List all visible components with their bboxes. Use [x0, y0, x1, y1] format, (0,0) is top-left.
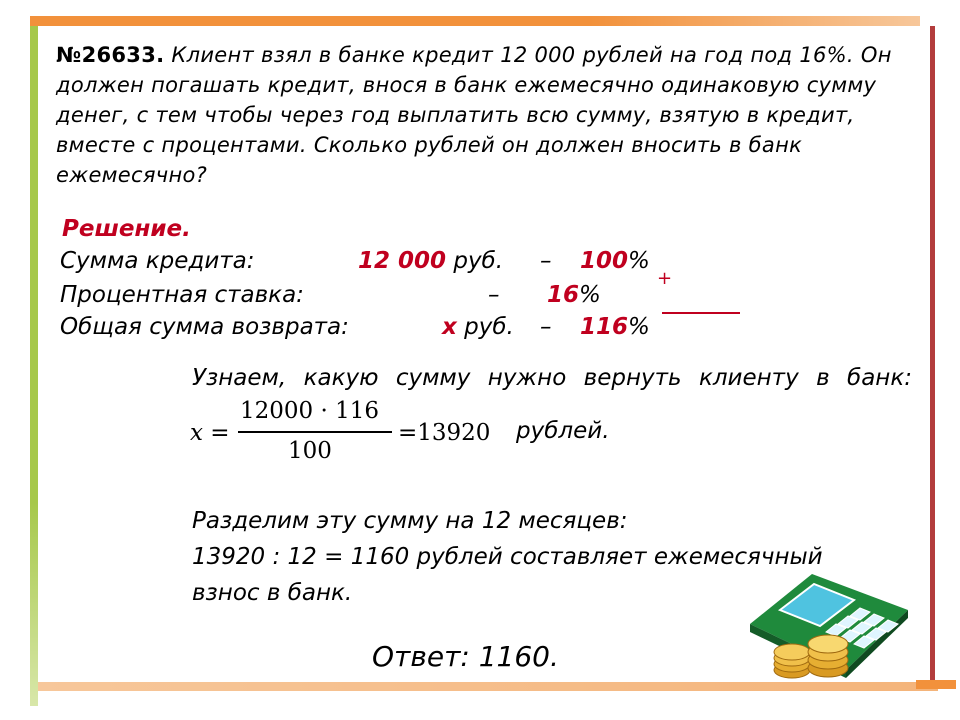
- rate-percent: 16: [547, 282, 580, 308]
- fraction-bar: [238, 431, 392, 433]
- formula-numerator: 12000 · 116: [240, 398, 379, 424]
- total-percent-sign: %: [628, 314, 650, 340]
- row-dash-total: –: [540, 314, 552, 340]
- step2-line3: взнос в банк.: [192, 580, 353, 606]
- credit-percent: 100: [580, 248, 629, 274]
- problem-text: Клиент взял в банке кредит 12 000 рублей на год под 16%. Он должен погашать кредит, внося в банк ежемесячно одинаковую сумму денег, с тем чтобы через год выплатить всю сумму, взятую в кредит, вместе с процентами. Сколько рублей он должен вносить в банк ежемесячно?: [56, 43, 892, 187]
- row-amount-total: [442, 314, 514, 340]
- row-amount-credit: [358, 248, 503, 274]
- formula-unit: рублей.: [516, 418, 610, 444]
- top-frame-bar-light: [590, 16, 920, 26]
- plus-sign: +: [657, 268, 673, 289]
- step2-line1: Разделим эту сумму на 12 месяцев:: [192, 508, 628, 534]
- credit-percent-sign: %: [628, 248, 650, 274]
- right-frame-bar: [930, 26, 935, 686]
- credit-unit: руб.: [446, 248, 504, 274]
- coins-icon: [768, 624, 860, 680]
- bottom-right-accent: [916, 680, 956, 689]
- row-label-total: Общая сумма возврата:: [60, 314, 349, 340]
- bottom-frame-bar: [38, 682, 938, 691]
- credit-amount: 12 000: [358, 248, 447, 274]
- formula-lhs: x =: [190, 420, 230, 446]
- left-frame-bar: [30, 26, 38, 706]
- row-dash-credit: –: [540, 248, 552, 274]
- step2-line2: 13920 : 12 = 1160 рублей составляет ежемесячный: [192, 544, 823, 570]
- answer: Ответ: 1160.: [372, 640, 559, 673]
- row-percent-credit: [580, 248, 650, 274]
- row-dash-rate: –: [488, 282, 500, 308]
- total-amount: x: [442, 314, 457, 340]
- total-unit: руб.: [456, 314, 514, 340]
- rate-percent-sign: %: [579, 282, 601, 308]
- solution-heading: Решение.: [62, 216, 191, 242]
- sum-line: [662, 312, 740, 314]
- row-percent-rate: [547, 282, 601, 308]
- step1-sentence: Узнаем, какую сумму нужно вернуть клиенту в банк:: [192, 365, 912, 391]
- formula-denominator: 100: [288, 438, 332, 464]
- row-label-credit: Сумма кредита:: [60, 248, 255, 274]
- problem-statement: [56, 40, 916, 190]
- formula-result: =13920: [398, 420, 491, 446]
- problem-number: №26633.: [56, 43, 165, 67]
- total-percent: 116: [580, 314, 629, 340]
- row-label-rate: Процентная ставка:: [60, 282, 304, 308]
- step1-text: [192, 362, 912, 394]
- row-percent-total: [580, 314, 650, 340]
